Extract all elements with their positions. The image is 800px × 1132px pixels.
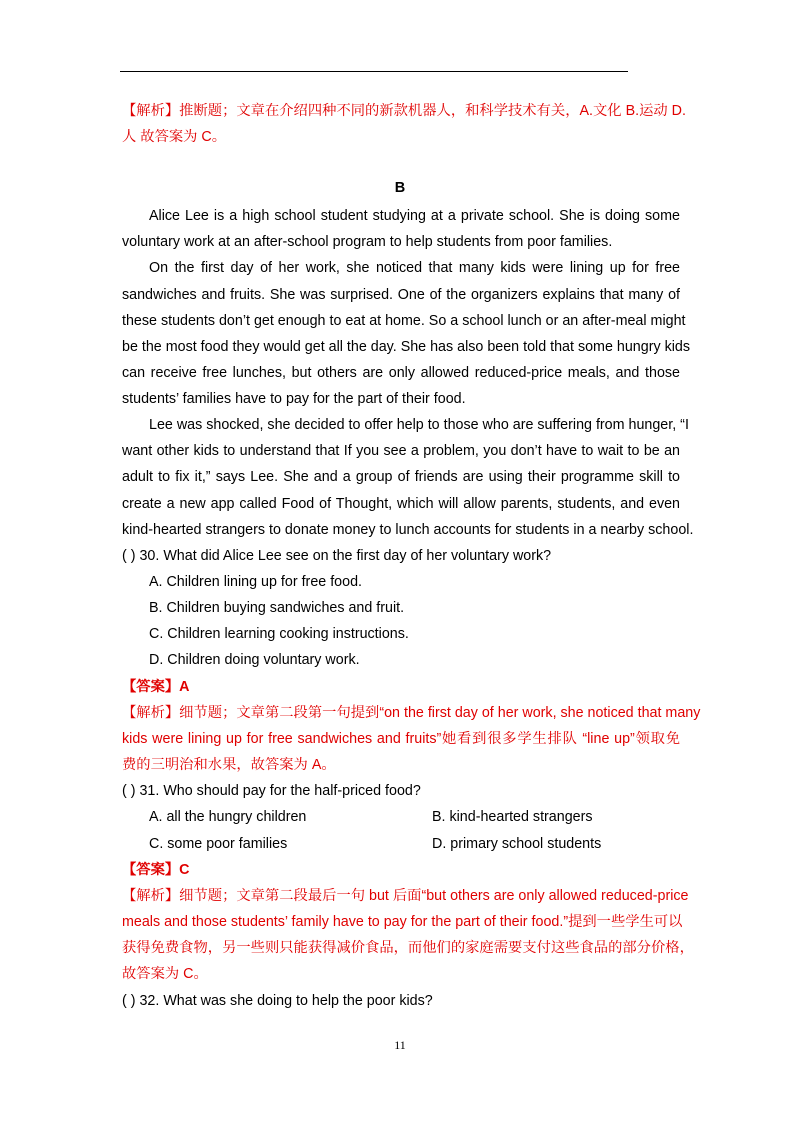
passage-line: Lee was shocked, she decided to offer help to those who are suffering from hunger, “I <box>149 417 689 433</box>
passage-line: create a new app called Food of Thought, which will allow parents, students, and even <box>122 496 680 512</box>
passage-line: On the first day of her work, she noticed that many kids were lining up for free <box>149 260 680 276</box>
q30-analysis-line: kids were lining up for free sandwiches and fruits”她看到很多学生排队 “line up”领取免 <box>122 731 680 747</box>
q31-analysis-line: 获得免费食物，另一些则只能获得减价食品，而他们的家庭需要支付这些食品的部分价格， <box>122 940 694 956</box>
question-31-stem: ( ) 31. Who should pay for the half-priced food? <box>122 783 421 799</box>
q30-option-c: C. Children learning cooking instructions. <box>149 626 409 642</box>
header-rule <box>120 71 628 72</box>
passage-line: voluntary work at an after-school program to help students from poor families. <box>122 234 613 250</box>
q30-analysis-line: 费的三明治和水果，故答案为 A。 <box>122 757 336 773</box>
page-number: 11 <box>394 1038 406 1052</box>
q31-analysis-line: 【解析】细节题；文章第二段最后一句 but 后面“but others are only allowed reduced-price <box>122 888 689 904</box>
passage-line: these students don’t get enough to eat at home. So a school lunch or an after-meal might <box>122 313 686 329</box>
q30-analysis-line: 【解析】细节题；文章第二段第一句提到“on the first day of her work, she noticed that many <box>122 705 701 721</box>
passage-line: adult to fix it,” says Lee. She and a group of friends are using their programme skill to <box>122 469 680 485</box>
section-heading: B <box>394 180 406 196</box>
passage-line: be the most food they would get all the day. She has also been told that some hungry kids <box>122 339 690 355</box>
q30-option-a: A. Children lining up for free food. <box>149 574 362 590</box>
q31-option-d: D. primary school students <box>432 836 602 852</box>
q31-option-a: A. all the hungry children <box>149 809 307 825</box>
passage-line: students’ families have to pay for the part of their food. <box>122 391 466 407</box>
q30-answer: 【答案】A <box>122 679 190 695</box>
q31-option-c: C. some poor families <box>149 836 288 852</box>
prev-analysis-line-1: 【解析】推断题；文章在介绍四种不同的新款机器人，和科学技术有关，A.文化 B.运动 D. <box>122 103 686 119</box>
q31-answer: 【答案】C <box>122 862 190 878</box>
q30-option-d: D. Children doing voluntary work. <box>149 652 360 668</box>
q31-analysis-line: 故答案为 C。 <box>122 966 208 982</box>
passage-line: sandwiches and fruits. She was surprised. One of the organizers explains that many of <box>122 287 680 303</box>
question-32-stem: ( ) 32. What was she doing to help the poor kids? <box>122 993 433 1009</box>
question-30-stem: ( ) 30. What did Alice Lee see on the first day of her voluntary work? <box>122 548 552 564</box>
q31-analysis-line: meals and those students’ family have to pay for the part of their food.”提到一些学生可以 <box>122 914 683 930</box>
passage-line: kind-hearted strangers to donate money to lunch accounts for students in a nearby school. <box>122 522 694 538</box>
prev-analysis-line-2: 人 故答案为 C。 <box>122 129 227 145</box>
passage-line: can receive free lunches, but others are only allowed reduced-price meals, and those <box>122 365 680 381</box>
passage-line: Alice Lee is a high school student studying at a private school. She is doing some <box>149 208 680 224</box>
q31-option-b: B. kind-hearted strangers <box>432 809 593 825</box>
q30-option-b: B. Children buying sandwiches and fruit. <box>149 600 405 616</box>
passage-line: want other kids to understand that If you see a problem, you don’t have to wait to be an <box>122 443 680 459</box>
